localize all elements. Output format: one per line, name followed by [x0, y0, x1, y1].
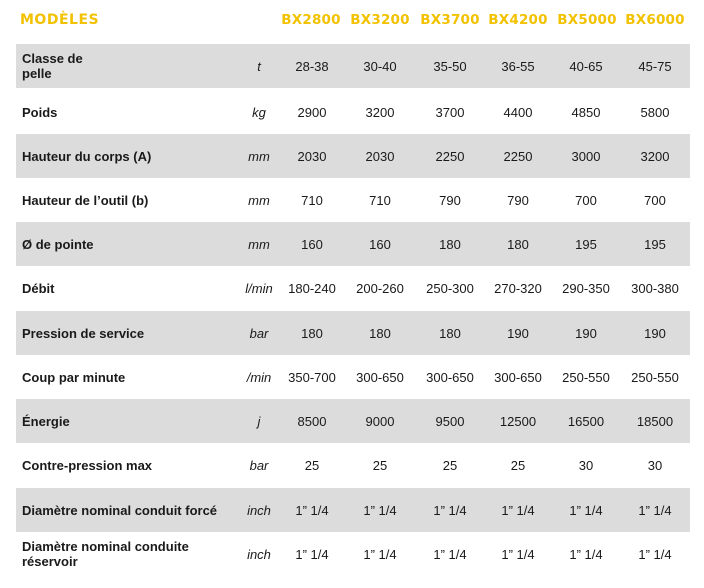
cell-value: 190: [575, 325, 597, 341]
cell-value: 8500: [297, 413, 327, 429]
model-bx4200-header: BX4200: [488, 12, 548, 28]
cell-value: 45-75: [638, 58, 672, 74]
cell-value: 160: [369, 236, 391, 252]
row-unit: bar: [249, 457, 269, 473]
row-unit: inch: [247, 502, 271, 518]
cell-value: 30: [647, 457, 663, 473]
cell-value: 1” 1/4: [363, 502, 397, 518]
cell-value: 300-380: [631, 280, 679, 296]
cell-value: 25: [372, 457, 388, 473]
cell-value: 1” 1/4: [501, 546, 535, 562]
cell-value: 2030: [365, 148, 395, 164]
cell-value: 2250: [435, 148, 465, 164]
row-unit: mm: [248, 192, 270, 208]
model-bx6000-header: BX6000: [625, 12, 685, 28]
row-label: Diamètre nominal conduite réservoir: [22, 539, 189, 569]
cell-value: 1” 1/4: [433, 502, 467, 518]
cell-value: 195: [575, 236, 597, 252]
cell-value: 180: [439, 236, 461, 252]
table-row: [16, 311, 690, 355]
cell-value: 250-300: [426, 280, 474, 296]
model-bx3700-header: BX3700: [420, 12, 480, 28]
table-row: [16, 90, 690, 134]
row-label: Diamètre nominal conduit forcé: [22, 502, 218, 518]
cell-value: 25: [304, 457, 320, 473]
cell-value: 1” 1/4: [433, 546, 467, 562]
cell-value: 30: [578, 457, 594, 473]
table-row: [16, 443, 690, 487]
cell-value: 3000: [571, 148, 601, 164]
models-label: MODÈLES: [20, 12, 100, 28]
model-bx2800-header: BX2800: [281, 12, 341, 28]
cell-value: 1” 1/4: [295, 502, 329, 518]
cell-value: 3200: [365, 104, 395, 120]
cell-value: 25: [510, 457, 526, 473]
row-label: Poids: [22, 104, 58, 120]
cell-value: 180: [301, 325, 323, 341]
row-label: Hauteur de l’outil (b): [22, 192, 149, 208]
cell-value: 180-240: [288, 280, 336, 296]
row-label: Contre-pression max: [22, 457, 153, 473]
cell-value: 18500: [636, 413, 674, 429]
model-bx3200-header: BX3200: [350, 12, 410, 28]
cell-value: 180: [507, 236, 529, 252]
cell-value: 790: [439, 192, 461, 208]
row-unit: l/min: [245, 280, 273, 296]
row-unit: bar: [249, 325, 269, 341]
cell-value: 180: [439, 325, 461, 341]
table-row: [16, 532, 690, 576]
table-row: [16, 134, 690, 178]
cell-value: 9000: [365, 413, 395, 429]
cell-value: 190: [507, 325, 529, 341]
model-bx5000-header: BX5000: [557, 12, 617, 28]
cell-value: 2030: [297, 148, 327, 164]
row-unit: mm: [248, 236, 270, 252]
row-label: Ø de pointe: [22, 236, 94, 252]
cell-value: 3700: [435, 104, 465, 120]
row-label: Classe de pelle: [22, 51, 83, 81]
row-unit: kg: [252, 104, 266, 120]
table-header: [0, 0, 704, 44]
row-label: Débit: [22, 280, 55, 296]
cell-value: 12500: [499, 413, 537, 429]
cell-value: 195: [644, 236, 666, 252]
cell-value: 180: [369, 325, 391, 341]
cell-value: 300-650: [494, 369, 542, 385]
cell-value: 160: [301, 236, 323, 252]
cell-value: 30-40: [363, 58, 397, 74]
cell-value: 25: [442, 457, 458, 473]
table-row: [16, 488, 690, 532]
cell-value: 290-350: [562, 280, 610, 296]
cell-value: 270-320: [494, 280, 542, 296]
row-unit: /min: [246, 369, 272, 385]
cell-value: 300-650: [426, 369, 474, 385]
cell-value: 700: [575, 192, 597, 208]
cell-value: 710: [301, 192, 323, 208]
row-unit: j: [257, 413, 261, 429]
cell-value: 36-55: [501, 58, 535, 74]
cell-value: 5800: [640, 104, 670, 120]
cell-value: 1” 1/4: [363, 546, 397, 562]
cell-value: 200-260: [356, 280, 404, 296]
cell-value: 28-38: [295, 58, 329, 74]
cell-value: 1” 1/4: [569, 546, 603, 562]
cell-value: 3200: [640, 148, 670, 164]
cell-value: 40-65: [569, 58, 603, 74]
row-unit: mm: [248, 148, 270, 164]
cell-value: 1” 1/4: [638, 502, 672, 518]
cell-value: 1” 1/4: [638, 546, 672, 562]
table-row: [16, 44, 690, 88]
table-row: [16, 222, 690, 266]
cell-value: 2900: [297, 104, 327, 120]
table-row: [16, 399, 690, 443]
row-label: Coup par minute: [22, 369, 126, 385]
cell-value: 350-700: [288, 369, 336, 385]
cell-value: 16500: [567, 413, 605, 429]
cell-value: 4400: [503, 104, 533, 120]
cell-value: 300-650: [356, 369, 404, 385]
cell-value: 2250: [503, 148, 533, 164]
cell-value: 1” 1/4: [501, 502, 535, 518]
cell-value: 35-50: [433, 58, 467, 74]
table-row: [16, 266, 690, 310]
cell-value: 250-550: [631, 369, 679, 385]
row-label: Hauteur du corps (A): [22, 148, 152, 164]
cell-value: 790: [507, 192, 529, 208]
cell-value: 4850: [571, 104, 601, 120]
cell-value: 1” 1/4: [295, 546, 329, 562]
cell-value: 710: [369, 192, 391, 208]
table-row: [16, 355, 690, 399]
cell-value: 250-550: [562, 369, 610, 385]
table-row: [16, 178, 690, 222]
row-label: Pression de service: [22, 325, 145, 341]
row-label: Énergie: [22, 413, 70, 429]
row-unit: t: [257, 58, 261, 74]
cell-value: 190: [644, 325, 666, 341]
cell-value: 700: [644, 192, 666, 208]
cell-value: 1” 1/4: [569, 502, 603, 518]
cell-value: 9500: [435, 413, 465, 429]
row-unit: inch: [247, 546, 271, 562]
